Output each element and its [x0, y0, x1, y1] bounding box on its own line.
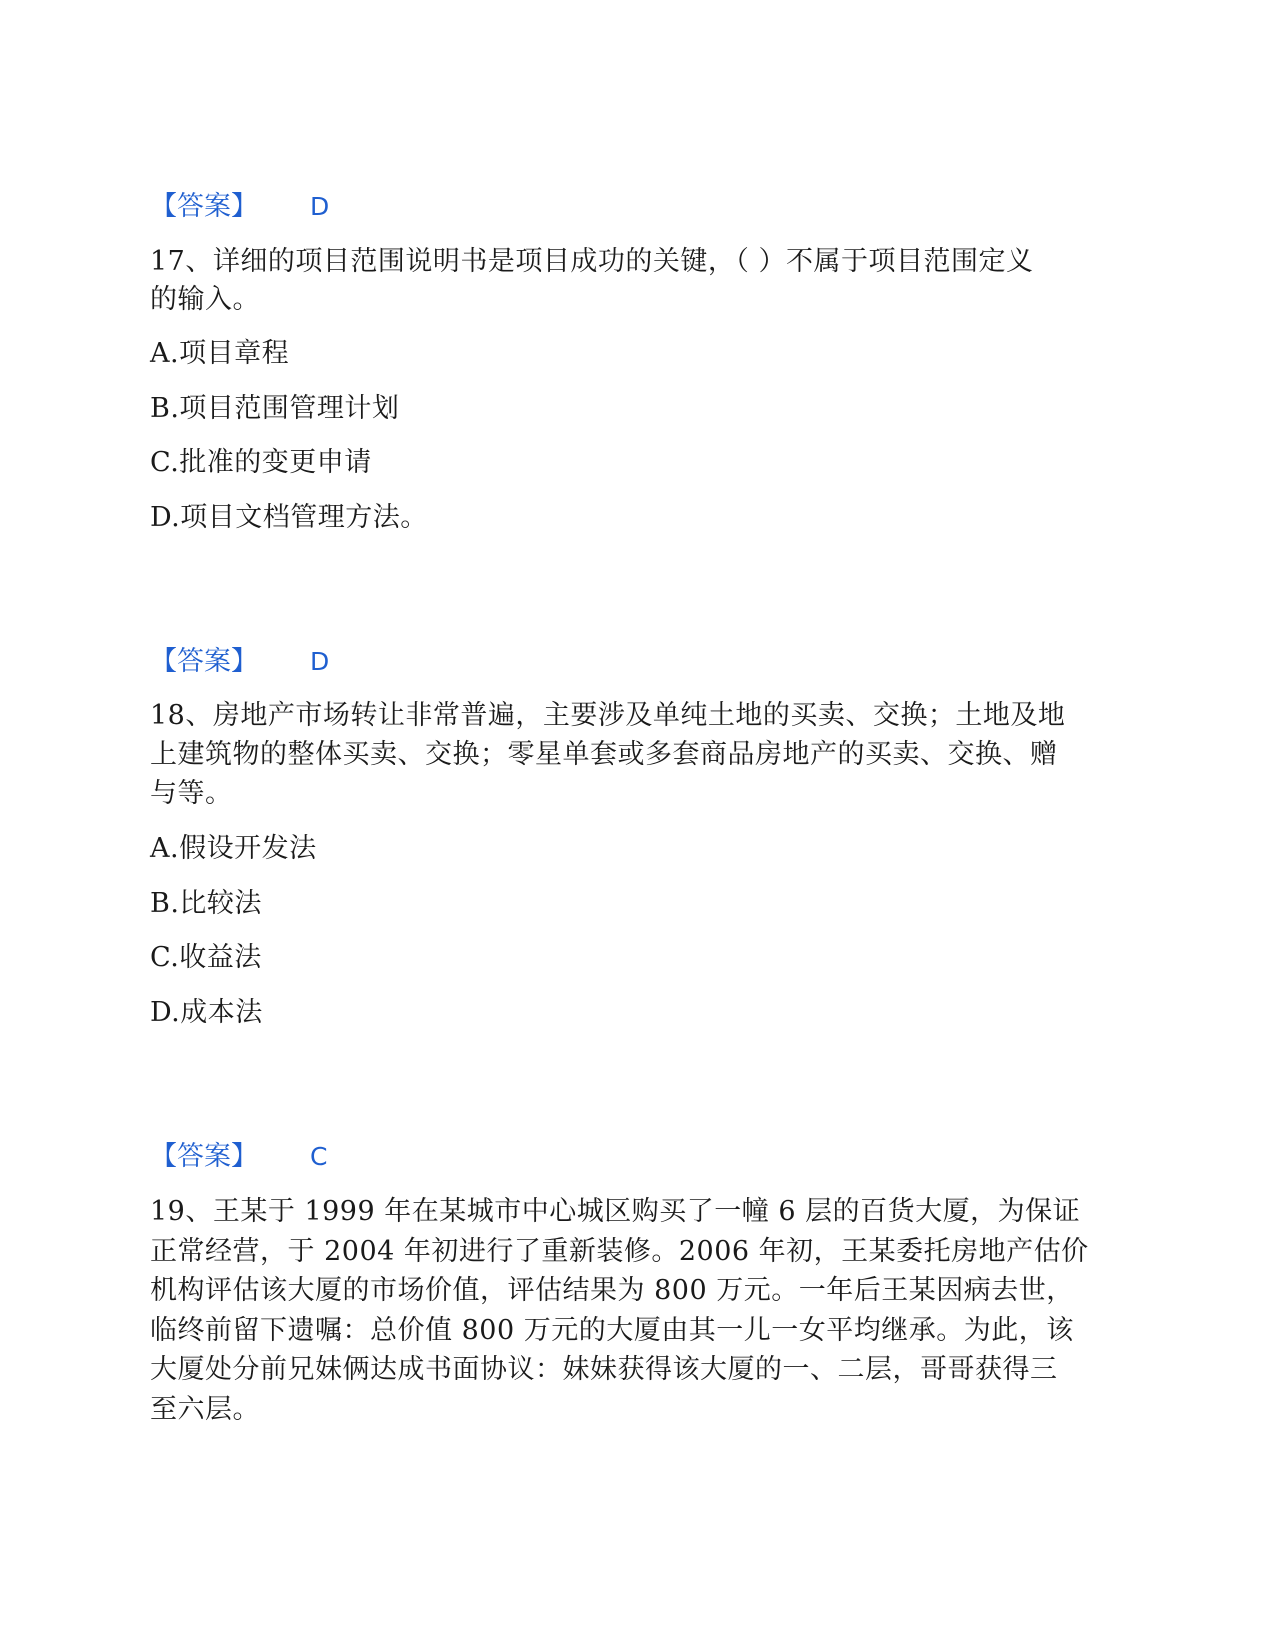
answer-row-18	[150, 1138, 327, 1176]
question-19-line-2: 正常经营，于 2004 年初进行了重新装修。2006 年初，王某委托房地产估价	[150, 1235, 1089, 1267]
question-17-option-d: D.项目文档管理方法。	[150, 502, 428, 533]
question-18-option-a: A.假设开发法	[150, 833, 317, 864]
question-17-option-b: B.项目范围管理计划	[150, 393, 400, 424]
question-19-line-6: 至六层。	[150, 1393, 260, 1425]
answer-row-17	[150, 643, 329, 681]
question-18-line-1: 18、房地产市场转让非常普遍，主要涉及单纯土地的买卖、交换；土地及地	[150, 700, 1066, 731]
question-17-option-c: C.批准的变更申请	[150, 447, 372, 478]
question-18-line-3: 与等。	[150, 778, 233, 809]
answer-value: D	[310, 647, 330, 676]
question-17-line-1: 17、详细的项目范围说明书是项目成功的关键，（ ）不属于项目范围定义	[150, 246, 1034, 277]
question-19-line-1: 19、王某于 1999 年在某城市中心城区购买了一幢 6 层的百货大厦，为保证	[150, 1196, 1081, 1227]
question-18-option-c: C.收益法	[150, 942, 262, 973]
answer-label: 【答案】	[150, 646, 258, 677]
question-17-line-2: 的输入。	[150, 284, 260, 315]
answer-value: D	[310, 192, 330, 221]
question-19-line-5: 大厦处分前兄妹俩达成书面协议：妹妹获得该大厦的一、二层，哥哥获得三	[150, 1354, 1058, 1385]
answer-row-16	[150, 188, 329, 226]
question-18-option-d: D.成本法	[150, 997, 263, 1028]
question-18-option-b: B.比较法	[150, 888, 262, 919]
question-19-line-3: 机构评估该大厦的市场价值，评估结果为 800 万元。一年后王某因病去世，	[150, 1275, 1074, 1306]
question-17-option-a: A.项目章程	[150, 338, 290, 369]
answer-label: 【答案】	[150, 191, 258, 222]
answer-label: 【答案】	[150, 1141, 258, 1172]
question-19-line-4: 临终前留下遗嘱：总价值 800 万元的大厦由其一儿一女平均继承。为此，该	[150, 1314, 1074, 1346]
answer-value: C	[310, 1142, 328, 1171]
question-19-text	[150, 1192, 1110, 1429]
question-18-line-2: 上建筑物的整体买卖、交换；零星单套或多套商品房地产的买卖、交换、赠	[150, 739, 1058, 770]
